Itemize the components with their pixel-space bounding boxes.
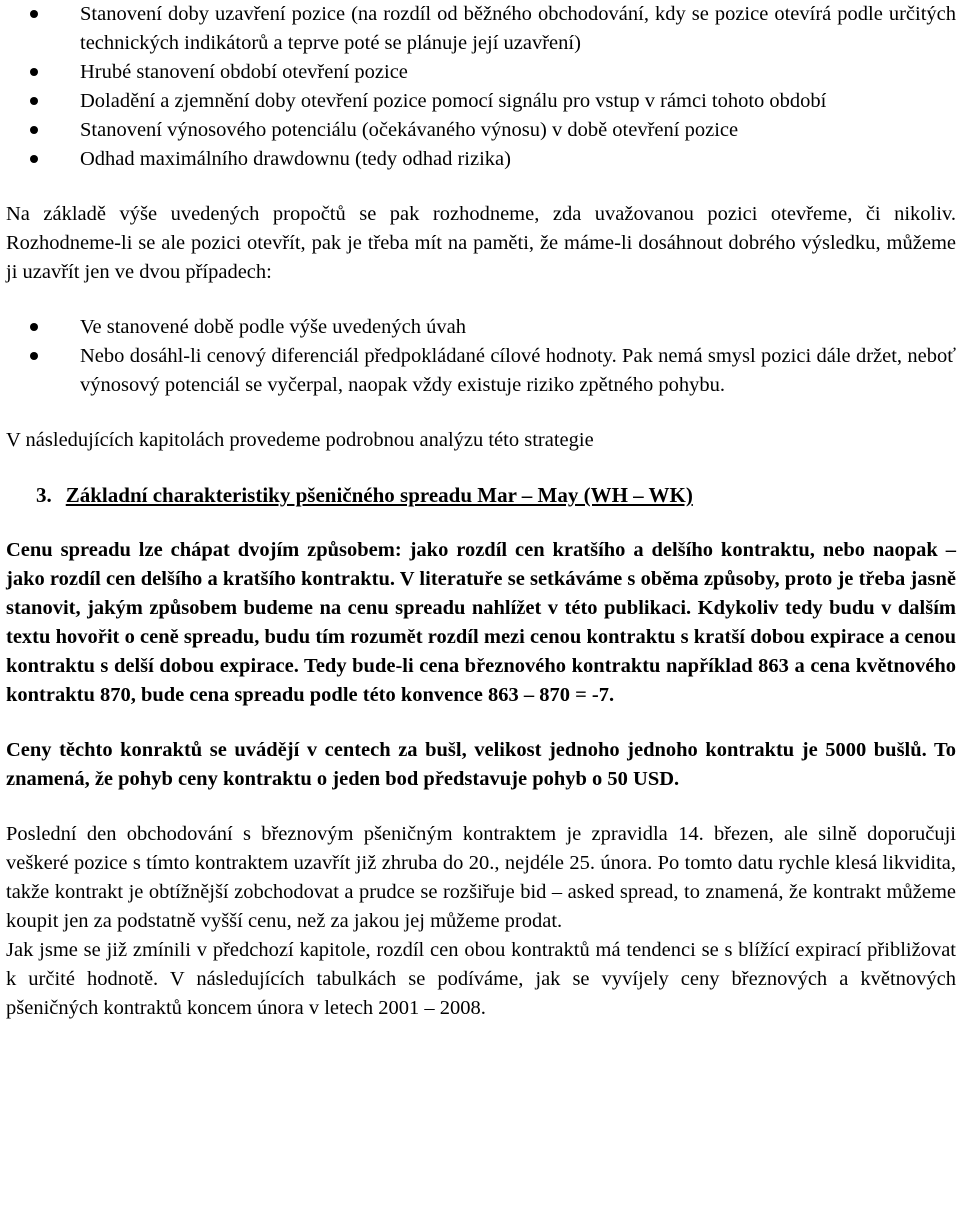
list-item [6,116,956,145]
bullet-icon [30,68,38,76]
list-item-text: Ve stanovené době podle výše uvedených úvah [80,316,466,338]
list-item-text: Odhad maximálního drawdownu (tedy odhad rizika) [80,148,511,170]
bullet-icon [30,155,38,163]
section-heading [6,481,956,510]
list-item-text: Doladění a zjemnění doby otevření pozice pomocí signálu pro vstup v rámci tohoto období [80,90,827,112]
bullet-icon [30,323,38,331]
exit-conditions-list [6,313,956,400]
bullet-icon [30,352,38,360]
section-number: 3. [36,483,52,507]
chapters-paragraph: V následujících kapitolách provedeme podrobnou analýzu této strategie [6,429,594,451]
criteria-list [6,0,956,174]
list-item [6,342,956,400]
bullet-icon [30,10,38,18]
last-trading-day-paragraph: Poslední den obchodování s březnovým pšeničným kontraktem je zpravidla 14. březen, ale silně doporučuji veškeré pozice s tímto kontraktem uzavřít již zhruba do 20., nejdéle 25. února. Po tomto datu rychle klesá likvidita, takže kontrakt je obtížnější zobchodovat a prudce se rozšiřuje bid – asked spread, to znamená, že kontrakt můžeme koupit jen za podstatně vyšší cenu, než za jakou jej můžeme prodat. [6,823,956,932]
price-convergence-paragraph: Jak jsme se již zmínili v předchozí kapitole, rozdíl cen obou kontraktů má tendenci se s blížící expirací přibližovat k určité hodnotě. V následujících tabulkách se podíváme, jak se vyvíjely ceny březnových a květnových pšeničných kontraktů koncem února v letech 2001 – 2008. [6,939,956,1019]
section-title: Základní charakteristiky pšeničného spreadu Mar – May (WH – WK) [65,483,693,507]
list-item-text: Stanovení výnosového potenciálu (očekávaného výnosu) v době otevření pozice [80,119,739,141]
list-item [6,0,956,58]
list-item [6,87,956,116]
bullet-icon [30,97,38,105]
decision-paragraph: Na základě výše uvedených propočtů se pak rozhodneme, zda uvažovanou pozici otevřeme, či nikoliv. Rozhodneme-li se ale pozici otevřít, pak je třeba mít na paměti, že máme-li dosáhnout dobrého výsledku, můžeme ji uzavřít jen ve dvou případech: [6,203,956,283]
spread-definition-paragraph: Cenu spreadu lze chápat dvojím způsobem: jako rozdíl cen kratšího a delšího kontraktu, nebo naopak – jako rozdíl cen delšího a kratšího kontraktu. V literatuře se setkáváme s oběma způsoby, proto je třeba jasně stanovit, jakým způsobem budeme na cenu spreadu nahlížet v této publikaci. Kdykoliv tedy budu v dalším textu hovořit o ceně spreadu, budu tím rozumět rozdíl mezi cenou kontraktu s kratší dobou expirace a cenou kontraktu s delší dobou expirace. Tedy bude-li cena březnového kontraktu například 863 a cena květnového kontraktu 870, bude cena spreadu podle této konvence 863 – 870 = -7. [6,539,956,706]
list-item-text: Hrubé stanovení období otevření pozice [80,61,408,83]
contract-size-paragraph: Ceny těchto konraktů se uvádějí v centech za bušl, velikost jednoho jednoho kontraktu je 5000 bušlů. To znamená, že pohyb ceny kontraktu o jeden bod představuje pohyb o 50 USD. [6,739,956,790]
list-item [6,313,956,342]
list-item-text: Nebo dosáhl-li cenový diferenciál předpokládané cílové hodnoty. Pak nemá smysl pozici dále držet, neboť výnosový potenciál se vyčerpal, naopak vždy existuje riziko zpětného pohybu. [80,345,956,396]
list-item-text: Stanovení doby uzavření pozice (na rozdíl od běžného obchodování, kdy se pozice otevírá podle určitých technických indikátorů a teprve poté se plánuje její uzavření) [80,3,956,54]
bullet-icon [30,126,38,134]
list-item [6,58,956,87]
list-item [6,145,956,174]
